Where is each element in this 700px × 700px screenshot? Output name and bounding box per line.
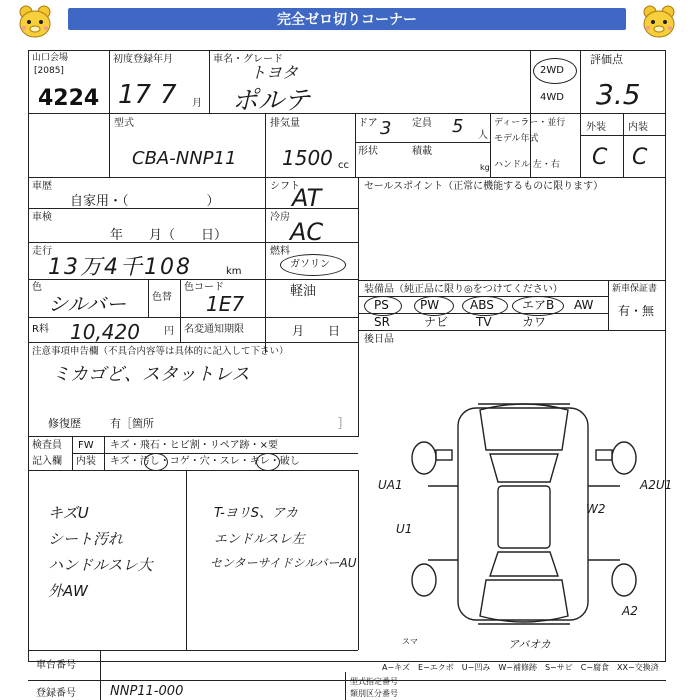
interior-legend: キズ・汚し・コゲ・穴・スレ・キレ・破し xyxy=(110,456,300,467)
recycle-unit: 円 xyxy=(164,326,174,337)
checker-label: 検査員 xyxy=(32,440,62,451)
warranty-label: 新車保証書 xyxy=(612,284,658,294)
person-unit: 人 xyxy=(478,130,488,141)
equipment-label: 装備品（純正品に限り◎をつけてください） xyxy=(364,284,563,295)
mark-a2u1: A2U1 xyxy=(640,478,673,492)
equip-tv: TV xyxy=(476,315,492,329)
lot-number: 4224 xyxy=(38,86,100,111)
remark-left-4: 外AW xyxy=(48,582,88,600)
fw-label: FW xyxy=(78,440,94,451)
chassis-label: 車台番号 xyxy=(36,660,76,671)
remark-left-2: シート汚れ xyxy=(48,530,124,548)
title-change-label: 名変通知期限 xyxy=(184,324,244,335)
notes-label: 注意事項申告欄（不具合内容等は具体的に記入して下さい） xyxy=(32,346,289,357)
interior-label: 内装 xyxy=(628,122,648,133)
recycle-value: 10,420 xyxy=(70,320,140,344)
notes-value: ミカゴど、スタットレス xyxy=(52,364,250,385)
fuel-gasoline: ガソリン xyxy=(290,259,330,270)
rating-label: 評価点 xyxy=(590,53,623,66)
banner-title: 完全ゼロ切りコーナー xyxy=(68,8,626,30)
remark-right-1: T-ヨリS、アカ xyxy=(214,506,298,521)
equip-abs: ABS xyxy=(470,298,494,312)
mascot-left xyxy=(12,4,58,46)
fw-legend: キズ・飛石・ヒビ割・リペア跡・×要 xyxy=(110,440,278,451)
inspection-label: 車検 xyxy=(32,212,52,223)
mark-front-note: アバオカ xyxy=(508,638,551,651)
ac-label: 冷房 xyxy=(270,212,290,223)
damage-legend: A−キズ E−エクボ U−凹み W−補修跡 S−サビ C−腐食 XX−交換済 xyxy=(382,663,659,672)
remark-left-3: ハンドルスレ大 xyxy=(48,556,153,574)
equip-navi: ナビ xyxy=(424,315,449,329)
remark-left-1: キズU xyxy=(48,504,89,522)
interior-tag: 内装 xyxy=(76,456,96,467)
car-diagram xyxy=(400,390,650,640)
warranty-value: 有・無 xyxy=(618,304,655,318)
selling-points-label: セールスポイント（正常に機能するものに限ります） xyxy=(364,181,604,192)
interior-grade: C xyxy=(632,145,648,170)
remark-right-3: センターサイドシルバーAU xyxy=(210,556,357,570)
equip-sr: SR xyxy=(374,315,390,329)
dealer-label: ディーラー・並行 xyxy=(494,118,566,128)
displacement-label: 排気量 xyxy=(270,118,300,129)
doors-label: ドア xyxy=(358,118,378,129)
mark-u1: U1 xyxy=(396,522,413,536)
equip-pw: PW xyxy=(420,298,440,312)
month-unit: 月 xyxy=(192,98,202,109)
drive-4wd: 4WD xyxy=(540,92,564,103)
inspection-value: 年 月（ 日） xyxy=(110,228,228,243)
type-label: 型式 xyxy=(114,118,134,129)
equip-airbag: エアB xyxy=(522,298,555,312)
mileage-value: 13万4千108 xyxy=(48,255,192,280)
equip-ps: PS xyxy=(374,298,389,312)
mark-a2: A2 xyxy=(622,604,638,618)
usage-value: 自家用・（ ） xyxy=(70,194,220,209)
doors-value: 3 xyxy=(380,118,392,139)
fuel-label: 燃料 xyxy=(270,246,290,257)
spec-label: 型式指定番号 xyxy=(350,677,398,686)
displacement-value: 1500 xyxy=(282,146,333,170)
km-unit: km xyxy=(226,266,242,277)
equip-leather: カワ xyxy=(522,315,547,329)
model-year-label: モデル年式 xyxy=(494,134,539,144)
kg-unit: kg xyxy=(480,163,490,172)
shift-value: AT xyxy=(292,184,322,212)
shape-label: 形状 xyxy=(358,146,378,157)
title-change-value: 月 日 xyxy=(292,324,341,338)
color-code-label: 色コード xyxy=(184,282,224,293)
capacity-value: 5 xyxy=(452,116,464,137)
rear-items-label: 後日品 xyxy=(364,334,394,345)
repair-close: ］ xyxy=(338,417,349,430)
auction-house: 山口会場 xyxy=(32,53,69,63)
mark-dent: スマ xyxy=(402,637,418,646)
mark-w2: W2 xyxy=(586,502,606,516)
mark-ua1: UA1 xyxy=(378,478,403,492)
usage-label: 車歴 xyxy=(32,181,52,192)
first-reg-month: 7 xyxy=(160,80,177,110)
color-label: 色 xyxy=(32,282,42,293)
first-reg-label: 初度登録年月 xyxy=(113,54,173,65)
exterior-label: 外装 xyxy=(586,122,606,133)
type-value: CBA-NNP11 xyxy=(132,148,237,169)
cc-unit: cc xyxy=(338,160,349,171)
recycle-label: R料 xyxy=(32,324,49,335)
vehicle-model: ポルテ xyxy=(232,86,311,116)
color-no-label: 色替 xyxy=(152,292,172,303)
mascot-right xyxy=(636,4,682,46)
equip-aw: AW xyxy=(574,298,594,312)
reg-label: 登録番号 xyxy=(36,688,76,699)
repair-value: 有［箇所 xyxy=(110,417,154,430)
name-grade-label: 車名・グレード xyxy=(213,54,283,65)
chassis-value: NNP11-000 xyxy=(110,684,184,699)
category-label: 類別区分番号 xyxy=(350,689,398,698)
ac-value: AC xyxy=(290,218,324,246)
color-code-value: 1E7 xyxy=(206,292,245,316)
mileage-label: 走行 xyxy=(32,246,52,257)
rating-value: 3.5 xyxy=(596,78,641,111)
exterior-grade: C xyxy=(592,145,608,170)
handle-label: ハンドル 左・右 xyxy=(494,160,560,170)
capacity-label: 定員 xyxy=(412,118,432,129)
load-label: 積載 xyxy=(412,146,432,157)
shift-label: シフト xyxy=(270,181,300,192)
color-value: シルバー xyxy=(48,292,127,316)
first-reg-year: 17 xyxy=(118,80,152,110)
session-code: [2085] xyxy=(34,66,64,76)
vehicle-make: トヨタ xyxy=(250,63,299,82)
fuel-diesel: 軽油 xyxy=(290,284,317,299)
repair-label: 修復歴 xyxy=(48,417,81,430)
entry-label: 記入欄 xyxy=(32,456,62,467)
drive-2wd: 2WD xyxy=(540,65,564,76)
remark-right-2: エンドルスレ左 xyxy=(214,532,305,547)
